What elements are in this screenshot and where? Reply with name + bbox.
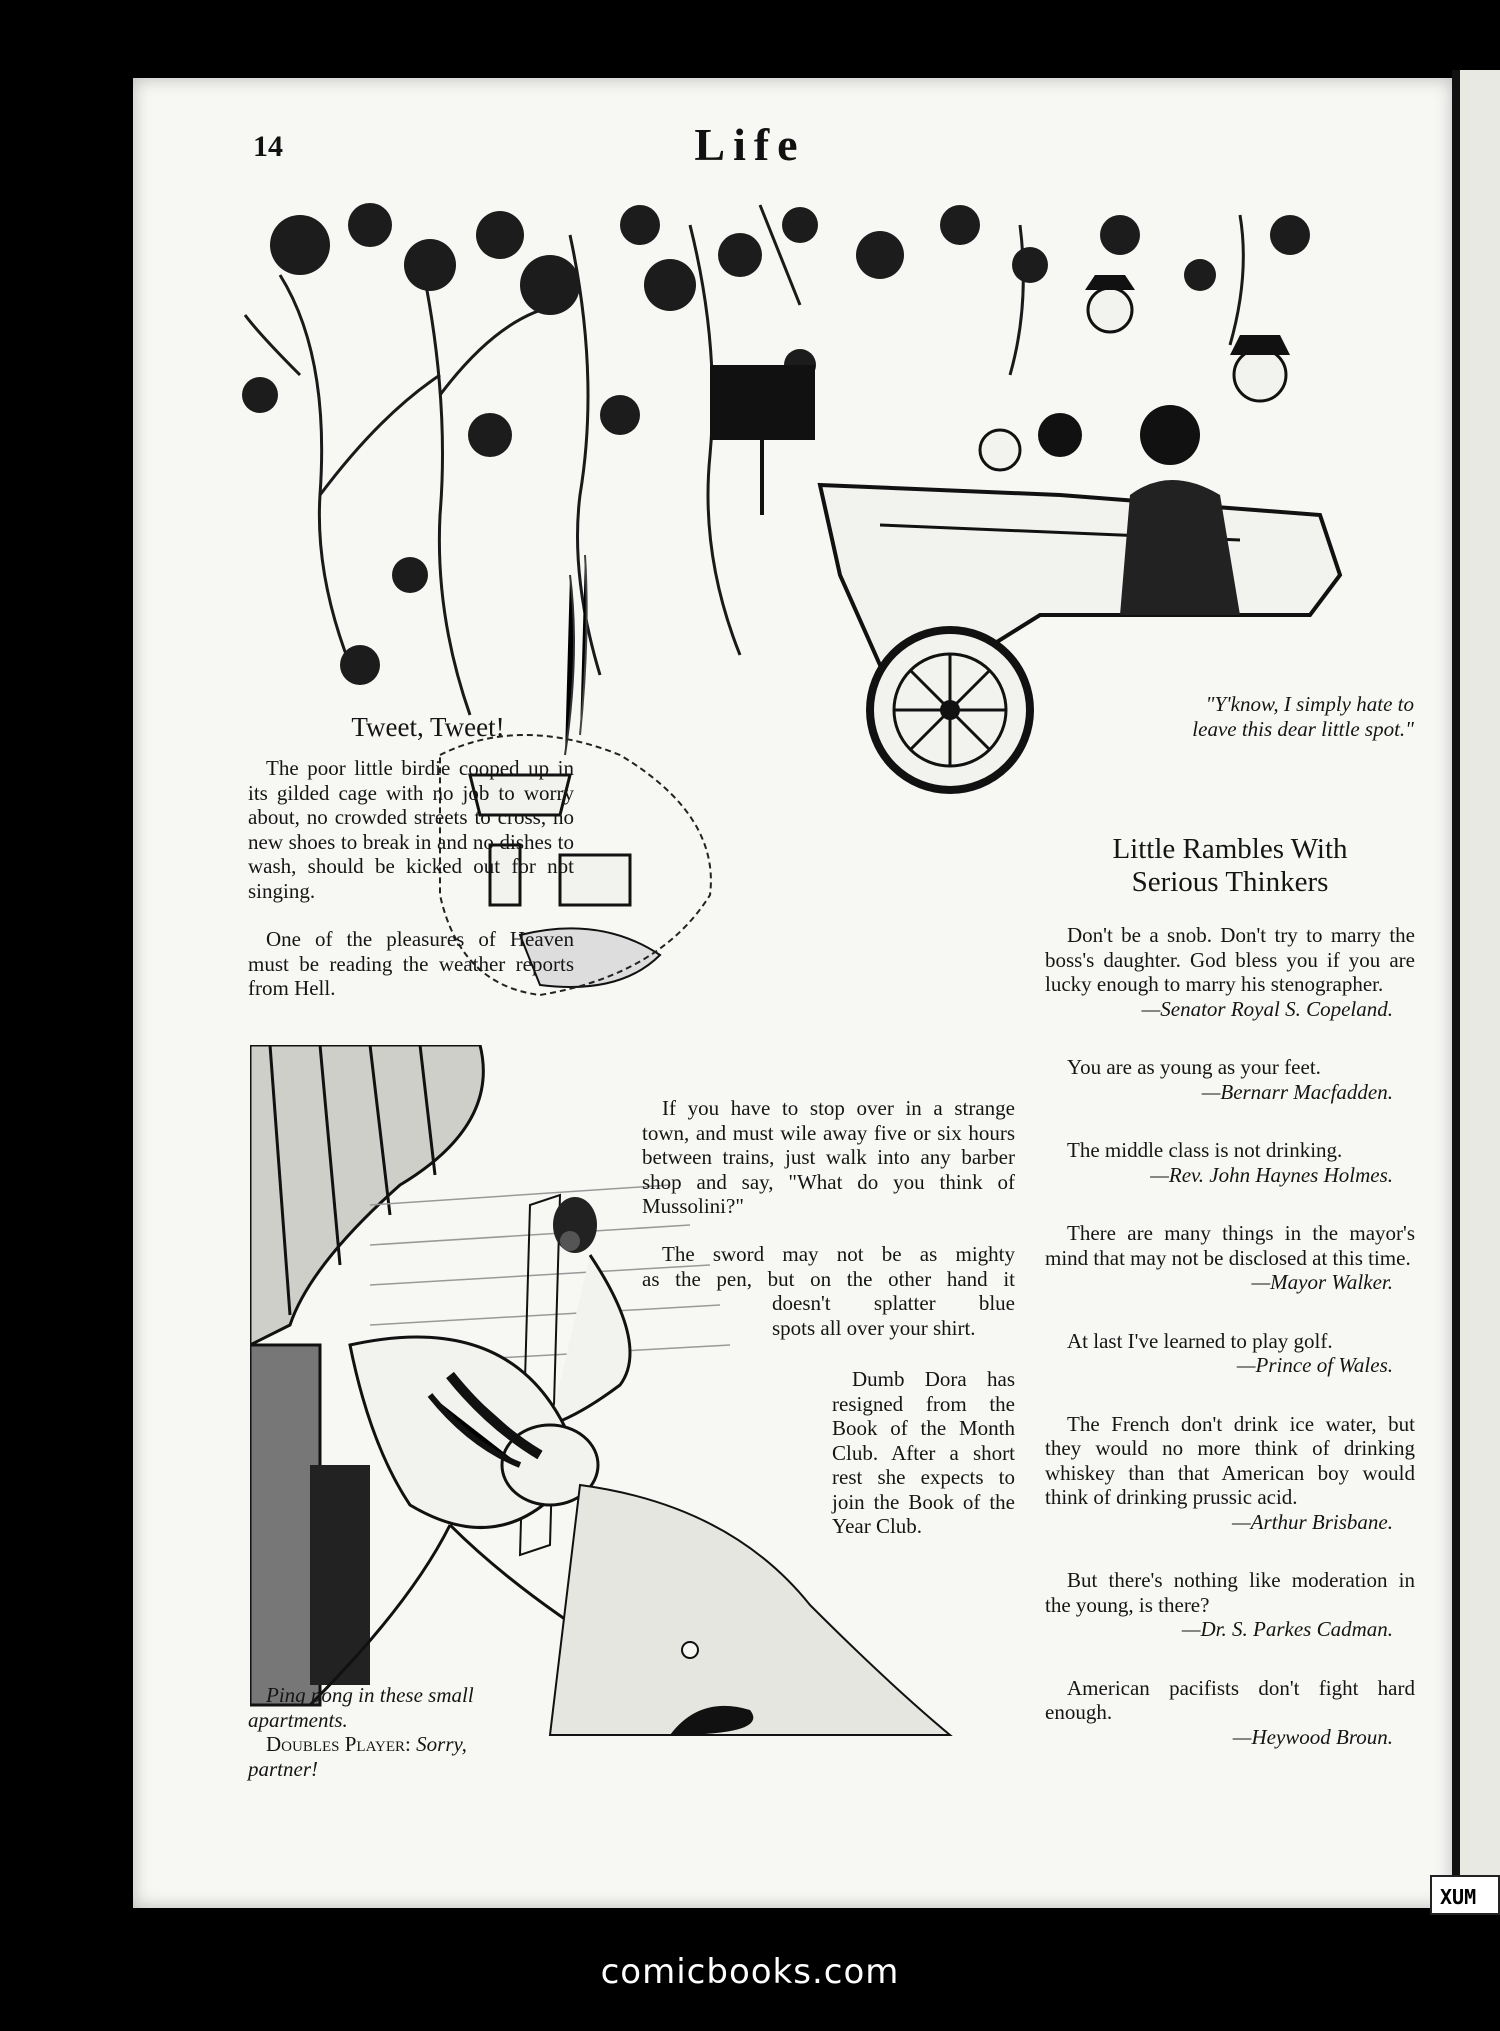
quote-attribution: —Rev. John Haynes Holmes.: [1150, 1162, 1393, 1187]
quote-attribution: —Bernarr Macfadden.: [1201, 1079, 1393, 1104]
sword-line-2: as the pen, but on the other hand it: [642, 1266, 1015, 1291]
quote-text: American pacifists don't fight hard enough.: [1045, 1675, 1415, 1724]
rambles-title-line2: Serious Thinkers: [1131, 866, 1329, 898]
middle-column: [642, 1096, 1015, 1219]
dumb-dora-text: Dumb Dora has resigned from the Book of the Month Club. After a short rest she expects to join the Book of the Year Club.: [832, 1367, 1015, 1538]
sword-line-1: The sword may not be as mighty: [662, 1242, 1015, 1266]
quote-attribution: —Prince of Wales.: [1236, 1353, 1393, 1377]
quote-text: There are many things in the mayor's mind that may not be disclosed at this time.: [1045, 1221, 1415, 1270]
quote-item: [1045, 1329, 1415, 1378]
top-cartoon-caption-line2: leave this dear little spot.": [1192, 716, 1414, 741]
quote-attribution: —Dr. S. Parkes Cadman.: [1181, 1617, 1393, 1641]
quote-item: [1045, 1055, 1415, 1104]
quote-item: [1045, 1221, 1415, 1295]
tweet-heading: Tweet, Tweet!: [351, 712, 505, 742]
quote-text: But there's nothing like moderation in the young, is there?: [1045, 1568, 1415, 1617]
quote-item: [1045, 1568, 1415, 1642]
sword-line-4: spots all over your shirt.: [772, 1315, 976, 1340]
doubles-player-speech: Sorry, partner!: [248, 1732, 467, 1781]
rambles-heading: [1045, 833, 1415, 899]
top-cartoon-caption-line1: "Y'know, I simply hate to: [1205, 692, 1414, 716]
tweet-paragraph-1: The poor little birdie cooped up in its gilded cage with no job to worry about, no crowded streets to cross, no new shoes to break in and no dishes to wash, should be kicked out for not singing.: [248, 756, 574, 903]
quote-text: The middle class is not drinking.: [1067, 1138, 1343, 1162]
quote-text: Don't be a snob. Don't try to marry the boss's daughter. God bless you if you are lucky enough to marry his stenographer.: [1045, 923, 1415, 996]
rambles-quotes: [1045, 923, 1415, 1749]
quote-item: [1045, 1676, 1415, 1750]
ping-pong-caption-line1: Ping pong in these small apartments.: [248, 1683, 474, 1732]
top-cartoon-caption: [1100, 692, 1414, 741]
quote-text: The French don't drink ice water, but they would no more think of drinking whiskey than that American boy would think of drinking prussic acid.: [1045, 1411, 1415, 1509]
quote-attribution: —Senator Royal S. Copeland.: [1141, 996, 1393, 1021]
quote-attribution: —Arthur Brisbane.: [1231, 1509, 1393, 1534]
quote-text: You are as young as your feet.: [1067, 1055, 1321, 1079]
next-page-edge: [1452, 70, 1460, 1900]
rambles-title-line1: Little Rambles With: [1112, 833, 1348, 865]
masthead: Life: [694, 119, 806, 170]
quote-attribution: —Mayor Walker.: [1251, 1270, 1393, 1294]
doubles-player-speaker: Doubles Player:: [266, 1732, 411, 1756]
tweet-paragraph-2: One of the pleasures of Heaven must be reading the weather reports from Hell.: [248, 927, 574, 1000]
page-number: 14: [253, 130, 283, 163]
quote-item: [1045, 1412, 1415, 1535]
next-page-sliver: [1460, 70, 1500, 1900]
ping-pong-caption: [248, 1683, 518, 1781]
tweet-body: [248, 756, 574, 1001]
quote-attribution: —Heywood Broun.: [1232, 1724, 1393, 1749]
watermark: comicbooks.com: [600, 1952, 900, 1992]
quote-item: [1045, 923, 1415, 1021]
scan-stamp: XUM: [1430, 1875, 1500, 1915]
dumb-dora-paragraph: [832, 1367, 1015, 1539]
sword-paragraph: [642, 1242, 1015, 1340]
quote-text: At last I've learned to play golf.: [1067, 1328, 1333, 1353]
quote-item: [1045, 1138, 1415, 1187]
sword-line-3: doesn't splatter blue: [772, 1291, 1015, 1315]
mussolini-paragraph: If you have to stop over in a strange town, and must wile away five or six hours between trains, just walk into any barber shop and say, "What do you think of Mussolini?": [642, 1096, 1015, 1218]
